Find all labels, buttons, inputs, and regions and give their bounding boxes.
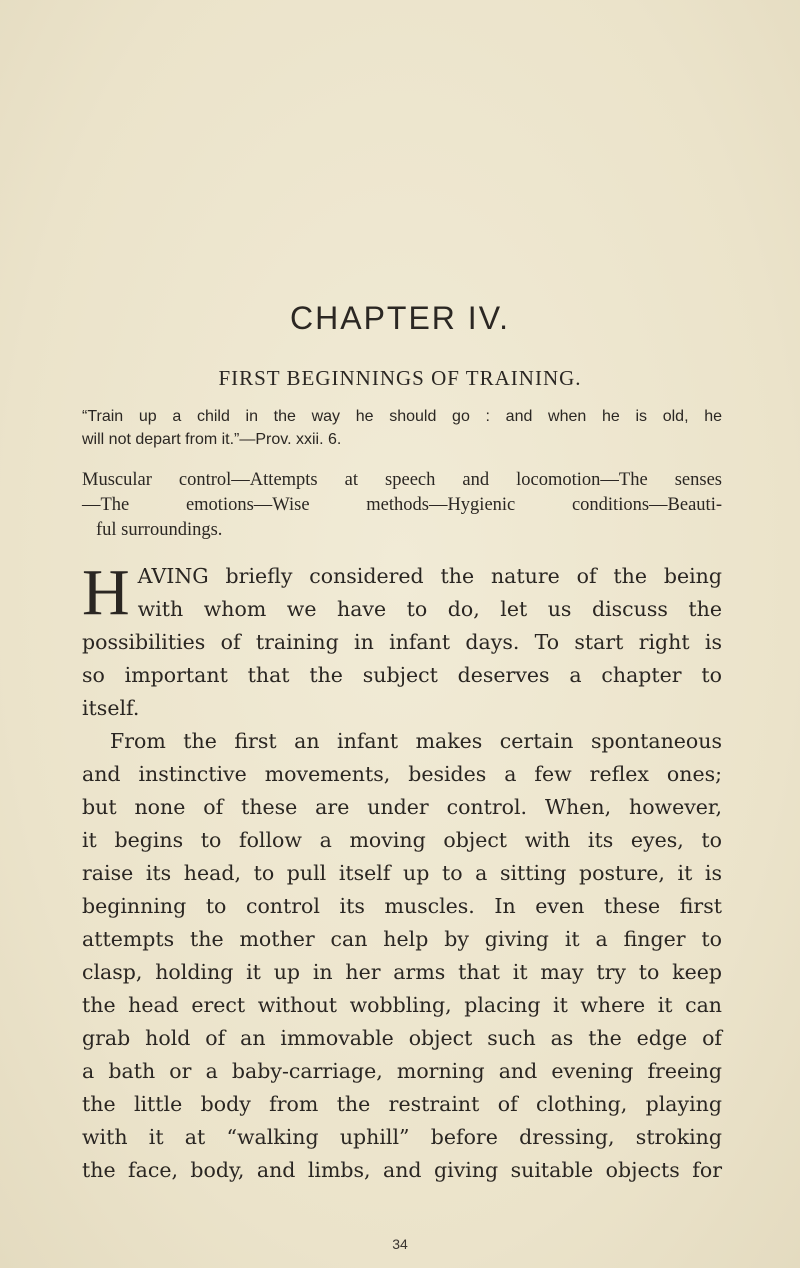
text-line: with it at “walking uphill” before dressing, stroking	[82, 1125, 722, 1149]
text-line: beginning to control its muscles. In even these first	[82, 894, 722, 918]
text-line: a bath or a baby-carriage, morning and evening freeing	[82, 1059, 722, 1083]
chapter-synopsis	[82, 468, 722, 543]
text-line: but none of these are under control. When, however,	[82, 795, 722, 819]
synopsis-line: Muscular control—Attempts at speech and locomotion—The senses	[82, 470, 722, 490]
text-line: raise its head, to pull itself up to a sitting posture, it is	[82, 861, 722, 885]
text-line: AVING briefly considered the nature of the being	[137, 564, 722, 588]
chapter-title: FIRST BEGINNINGS OF TRAINING.	[218, 366, 582, 390]
chapter-heading: CHAPTER IV.	[290, 300, 510, 336]
text-line: clasp, holding it up in her arms that it may try to keep	[82, 960, 722, 984]
synopsis-line: ful surroundings.	[96, 520, 223, 540]
text-line: and instinctive movements, besides a few reflex ones;	[82, 762, 722, 786]
text-line: itself.	[82, 696, 140, 720]
text-line: it begins to follow a moving object with its eyes, to	[82, 828, 722, 852]
text-line: the little body from the restraint of clothing, playing	[82, 1092, 722, 1116]
text-line: with whom we have to do, let us discuss the	[137, 597, 722, 621]
epigraph-line: will not depart from it.”—Prov. xxii. 6.	[82, 431, 342, 448]
body-text	[82, 556, 722, 1187]
paragraph	[82, 556, 722, 725]
text-line: so important that the subject deserves a chapter to	[82, 663, 722, 687]
text-line: grab hold of an immovable object such as the edge of	[82, 1026, 722, 1050]
epigraph	[82, 405, 722, 451]
text-line: From the first an infant makes certain spontaneous	[110, 729, 722, 753]
epigraph-line: “Train up a child in the way he should go : and when he is old, he	[82, 408, 722, 425]
paragraph	[82, 725, 722, 1187]
text-line: attempts the mother can help by giving it a finger to	[82, 927, 722, 951]
text-line: the face, body, and limbs, and giving suitable objects for	[82, 1158, 722, 1182]
page-number: 34	[392, 1236, 408, 1252]
drop-cap: H	[82, 556, 130, 629]
synopsis-line: —The emotions—Wise methods—Hygienic conditions—Beauti-	[82, 495, 722, 515]
text-line: possibilities of training in infant days. To start right is	[82, 630, 722, 654]
text-line: the head erect without wobbling, placing it where it can	[82, 993, 722, 1017]
